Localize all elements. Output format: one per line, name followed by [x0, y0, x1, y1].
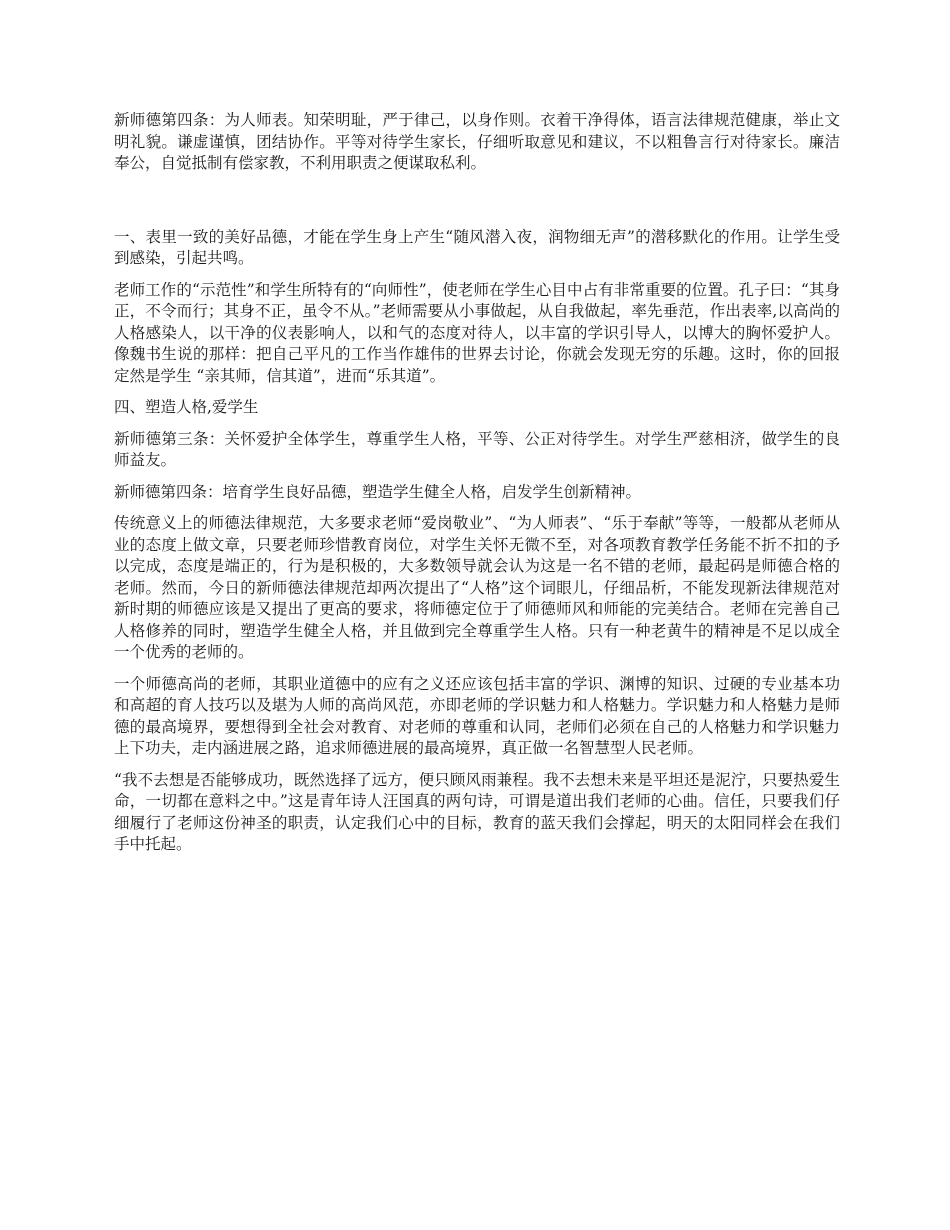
paragraph-section-one: 一、表里一致的美好品德，才能在学生身上产生“随风潜入夜，润物细无声”的潜移默化的作用。让学生受到感染，引起共鸣。 — [114, 227, 840, 267]
paragraph-knowledge-charisma: 一个师德高尚的老师，其职业道德中的应有之义还应该包括丰富的学识、渊博的知识、过硬的专业基本功和高超的育人技巧以及堪为人师的高尚风范，亦即老师的学识魅力和人格魅力。学识魅力和人格魅力是师德的最高境界，要想得到全社会对教育、对老师的尊重和认同，老师们必须在自己的人格魅力和学识魅力上下功夫，走内涵进展之路，追求师德进展的最高境界，真正做一名智慧型人民老师。 — [114, 674, 840, 757]
section-heading-four: 四、塑造人格,爱学生 — [114, 398, 259, 416]
paragraph-teacher-ethics-article-4: 新师德第四条：为人师表。知荣明耻，严于律己，以身作则。衣着干净得体，语言法律规范健康，举止文明礼貌。谦虚谨慎，团结协作。平等对待学生家长，仔细听取意见和建议，不以粗鲁言行对待家长。廉洁奉公，自觉抵制有偿家教，不利用职责之便谋取私利。 — [114, 111, 840, 172]
paragraph-article-3: 新师德第三条：关怀爱护全体学生，尊重学生人格，平等、公正对待学生。对学生严慈相济，做学生的良师益友。 — [114, 429, 840, 469]
paragraph-article-4-character: 新师德第四条：培育学生良好品德，塑造学生健全人格，启发学生创新精神。 — [114, 482, 642, 501]
paragraph-closing-poem: “我不去想是否能够成功，既然选择了远方，便只顾风雨兼程。我不去想未来是平坦还是泥泞，只要热爱生命，一切都在意料之中。”这是青年诗人汪国真的两句诗，可谓是道出我们老师的心曲。信任，只要我们仔细履行了老师这份神圣的职责，认定我们心中的目标，教育的蓝天我们会撑起，明天的太阳同样会在我们手中托起。 — [114, 770, 840, 853]
document-body — [114, 110, 840, 866]
paragraph-exemplary-role: 老师工作的“示范性”和学生所特有的“向师性”，使老师在学生心目中占有非常重要的位置。孔子曰：“其身正，不令而行；其身不正，虽令不从。”老师需要从小事做起，从自我做起，率先垂范，作出表率,以高尚的人格感染人，以干净的仪表影响人，以和气的态度对待人，以丰富的学识引导人，以博大的胸怀爱护人。像魏书生说的那样：把自己平凡的工作当作雄伟的世界去讨论，你就会发现无穷的乐趣。这时，你的回报定然是学生 “亲其师，信其道”，进而“乐其道”。 — [114, 280, 840, 385]
paragraph-traditional-norms: 传统意义上的师德法律规范，大多要求老师“爱岗敬业”、“为人师表”、“乐于奉献”等等，一般都从老师从业的态度上做文章，只要老师珍惜教育岗位，对学生关怀无微不至，对各项教育教学任务能不折不扣的予以完成，态度是端正的，行为是积极的，大多数领导就会认为这是一名不错的老师，最起码是师德合格的老师。然而，今日的新师德法律规范却两次提出了“人格”这个词眼儿，仔细品析，不能发现新法律规范对新时期的师德应该是又提出了更高的要求，将师德定位于了师德师风和师能的完美结合。老师在完善自己人格修养的同时，塑造学生健全人格，并且做到完全尊重学生人格。只有一种老黄牛的精神是不足以成全一个优秀的老师的。 — [114, 514, 840, 661]
